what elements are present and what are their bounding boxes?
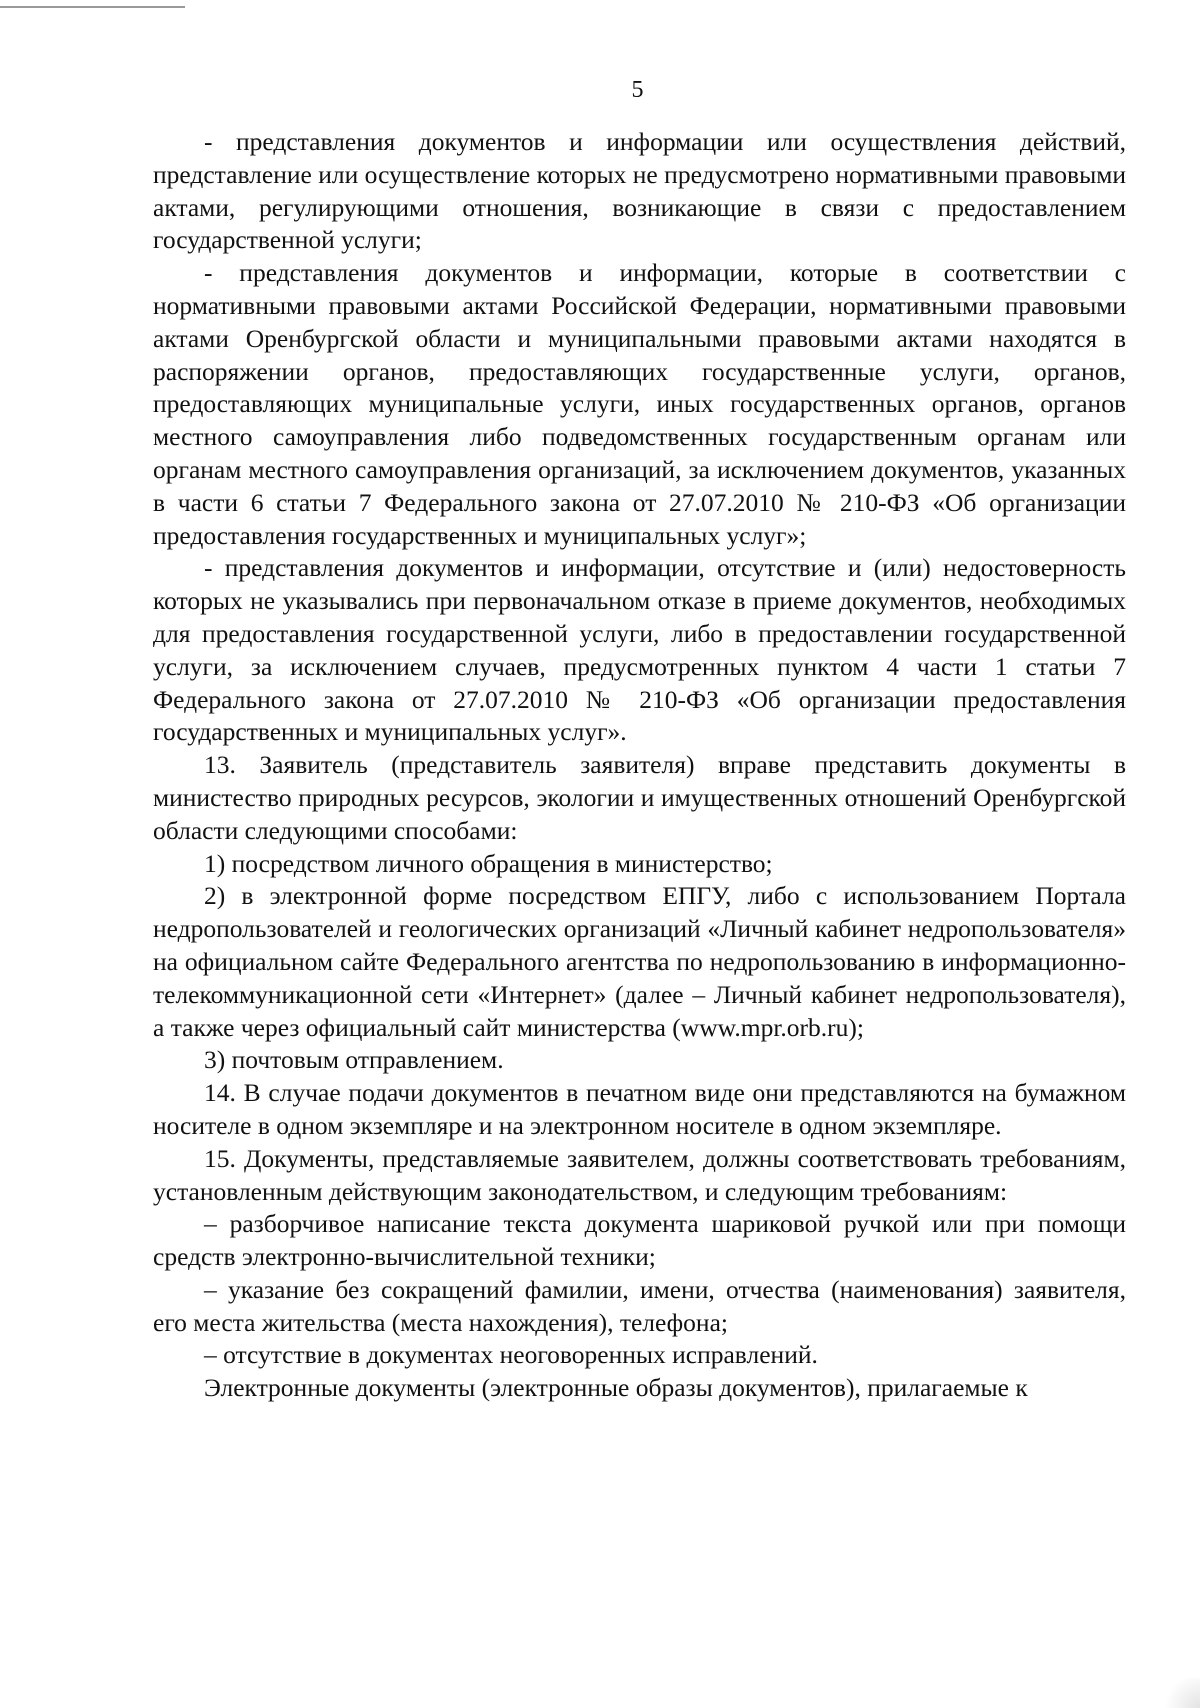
paragraph-13-option-1: 1) посредством личного обращения в министерство; <box>204 848 773 878</box>
scan-corner-mark <box>1160 1678 1200 1708</box>
paragraph-15-requirement-1: – разборчивое написание текста документа шариковой ручкой или при помощи средств электронно-вычислительной техники; <box>153 1209 1126 1272</box>
paragraph-13: 13. Заявитель (представитель заявителя) вправе представить документы в министество природных ресурсов, экологии и имущественных отношений Оренбургской области следующими способами: <box>153 750 1126 845</box>
page-number: 5 <box>631 77 644 103</box>
paragraph-14: 14. В случае подачи документов в печатном виде они представляются на бумажном носителе в одном экземпляре и на электронном носителе в одном экземпляре. <box>153 1078 1126 1140</box>
paragraph-item-2: - представления документов и информации, которые в соответствии с нормативными правовыми актами Российской Федерации, нормативными правовыми актами Оренбургской области и муниципальными правовыми актами находятся в распоряжении органов, предоставляющих государственные услуги, органов, предоставляющих муниципальные услуги, иных государственных органов, органов местного самоуправления либо подведомственных государственным органам или органам местного самоуправления организаций, за исключением документов, указанных в части 6 статьи 7 Федерального закона от 27.07.2010 № 210-ФЗ «Об организации предоставления государственных и муниципальных услуг»; <box>153 258 1126 550</box>
paragraph-13-option-3: 3) почтовым отправлением. <box>204 1045 504 1075</box>
paragraph-13-option-2: 2) в электронной форме посредством ЕПГУ, либо с использованием Портала недропользователей и геологических организаций «Личный кабинет недропользователя» на официальном сайте Федерального агентства по недропользованию в информационно-телекоммуникационной сети «Интернет» (далее – Личный кабинет недропользователя), а также через официальный сайт министерства (www.mpr.orb.ru); <box>153 881 1126 1042</box>
paragraph-electronic-documents: Электронные документы (электронные образы документов), прилагаемые к <box>204 1373 1028 1403</box>
document-body <box>153 126 1126 1405</box>
paragraph-15: 15. Документы, представляемые заявителем, должны соответствовать требованиям, установленным действующим законодательством, и следующим требованиям: <box>153 1143 1126 1206</box>
paragraph-item-3: - представления документов и информации, отсутствие и (или) недостоверность которых не указывались при первоначальном отказе в приеме документов, необходимых для предоставления государственной услуги, либо в предоставлении государственной услуги, за исключением случаев, предусмотренных пунктом 4 части 1 статьи 7 Федерального закона от 27.07.2010 № 210-ФЗ «Об организации предоставления государственных и муниципальных услуг». <box>153 553 1126 747</box>
paragraph-15-requirement-2: – указание без сокращений фамилии, имени, отчества (наименования) заявителя, его места жительства (места нахождения), телефона; <box>153 1274 1126 1337</box>
paragraph-15-requirement-3: – отсутствие в документах неоговоренных исправлений. <box>204 1340 818 1370</box>
paragraph-item-1: - представления документов и информации или осуществления действий, представление или осуществление которых не предусмотрено нормативными правовыми актами, регулирующими отношения, возникающие в связи с предоставлением государственной услуги; <box>153 127 1126 255</box>
scan-edge-line <box>0 6 185 8</box>
